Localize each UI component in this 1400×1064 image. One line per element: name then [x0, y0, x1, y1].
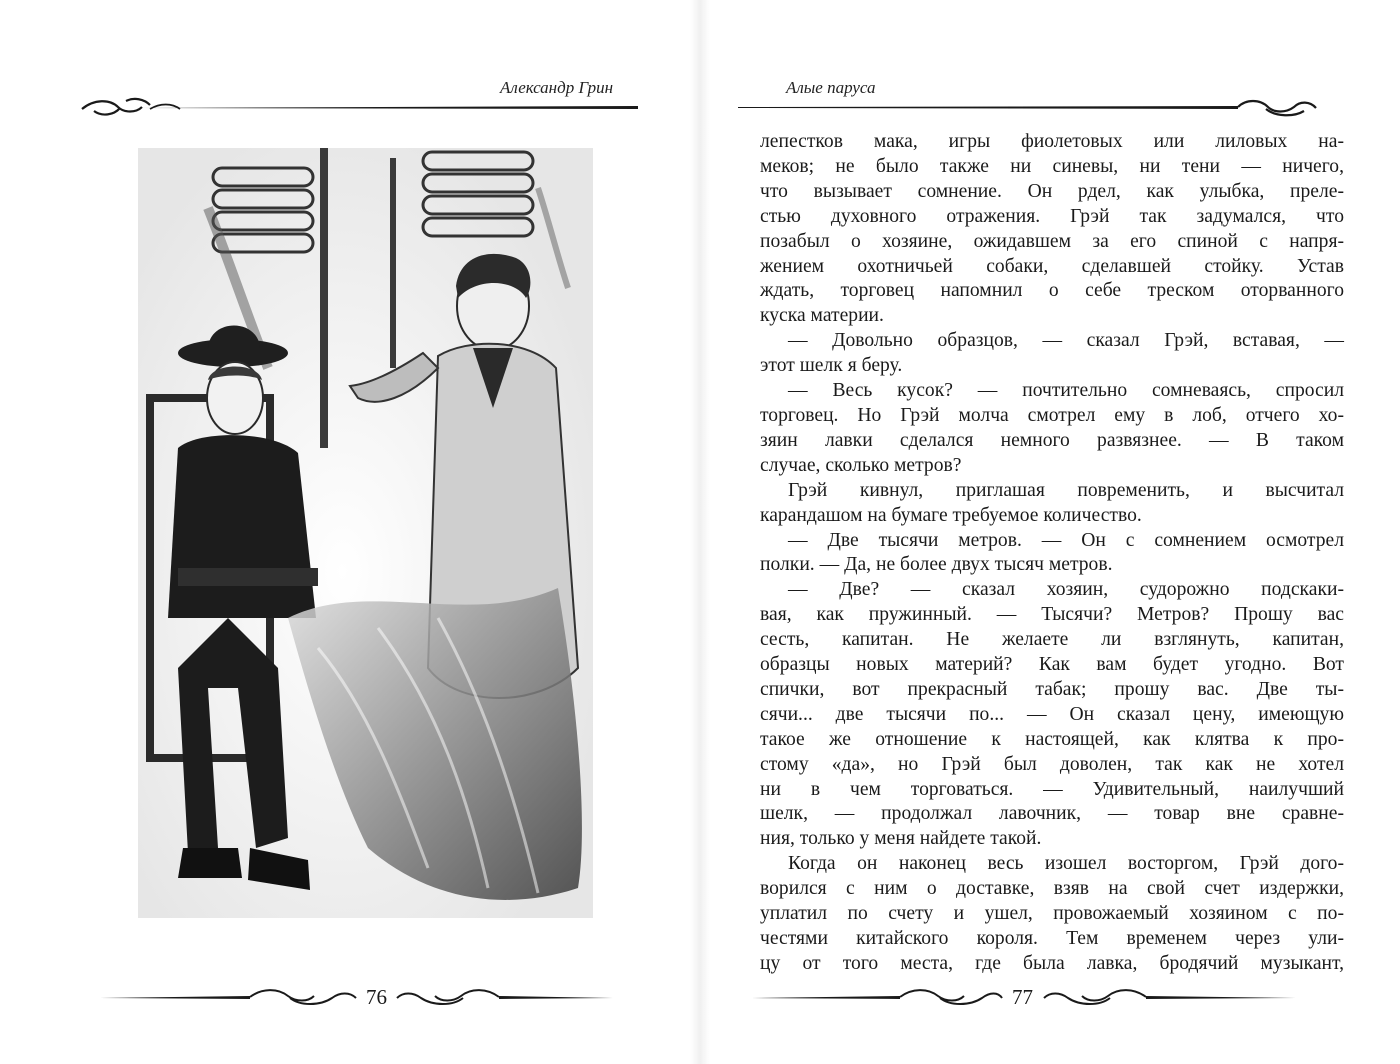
- header-ornament-rule: [738, 95, 1318, 121]
- text-line: лепестков мака, игры фиолетовых или лиловых на-: [760, 131, 1344, 152]
- footer-ornament-left: [100, 984, 358, 1010]
- text-line: — Две? — сказал хозяин, судорожно подскаки-: [788, 579, 1344, 601]
- text-line: спички, вот прекрасный табак; прошу вас. Две ты-: [760, 678, 1344, 700]
- running-head-author: Александр Грин: [500, 78, 614, 97]
- text-line: уплатил по счету и ушел, провожаемый хозяином с по-: [760, 903, 1344, 925]
- text-line: — Довольно образцов, — сказал Грэй, вставая, —: [788, 330, 1344, 352]
- footer-ornament-right: [1042, 984, 1298, 1010]
- page-number-right: 77: [1012, 985, 1033, 1009]
- text-line: сесть, капитан. Не желаете ли взглянуть, капитан,: [760, 629, 1344, 651]
- text-line: вая, как пружинный. — Тысячи? Метров? Прошу вас: [760, 604, 1344, 626]
- text-line: честями китайского короля. Тем временем через ули-: [760, 928, 1344, 949]
- text-line: этот шелк я беру.: [760, 355, 903, 377]
- text-line: Когда он наконец весь изошел восторгом, Грэй дого-: [788, 853, 1344, 875]
- text-line: шелк, — продолжал лавочник, — товар вне сравне-: [760, 803, 1344, 825]
- text-line: ждать, торговец напомнил о себе треском оторванного: [760, 280, 1344, 302]
- text-line: ния, только у меня найдете такой.: [760, 828, 1042, 850]
- text-line: стью духовного отражения. Грэй так задумался, что: [760, 205, 1344, 227]
- text-line: зяин лавки сделался немного развязнее. — В таком: [760, 429, 1344, 451]
- text-line: полки. — Да, не более двух тысяч метров.: [760, 554, 1113, 576]
- body-text: [760, 130, 1344, 977]
- text-line: — Весь кусок? — почтительно сомневаясь, спросил: [788, 380, 1344, 402]
- header-ornament-rule: [80, 95, 640, 121]
- text-line: случае, сколько метров?: [760, 454, 962, 476]
- text-line: образцы новых материй? Как вам будет угодно. Вот: [760, 654, 1344, 676]
- text-line: куска материи.: [760, 305, 884, 327]
- text-line: цу от того места, где была лавка, бродячий музыкант,: [760, 952, 1344, 974]
- text-line: что вызывает сомнение. Он рдел, как улыбка, преле-: [760, 180, 1344, 202]
- running-head-title: Алые паруса: [786, 78, 876, 97]
- text-line: жением охотничьей собаки, сделавшей стойку. Устав: [760, 255, 1344, 277]
- text-line: позабыл о хозяине, ожидавшем за его спиной с напря-: [760, 230, 1344, 252]
- text-line: ни в чем торговаться. — Удивительный, наилучший: [760, 778, 1344, 800]
- footer-ornament-right: [395, 984, 615, 1010]
- text-line: меков; не было также ни синевы, ни тени — ничего,: [760, 155, 1344, 177]
- text-line: стому «да», но Грэй был доволен, так как не хотел: [760, 753, 1344, 775]
- right-page: [700, 0, 1400, 1064]
- text-line: ворился с ним о доставке, взяв на свой счет издержки,: [760, 878, 1344, 900]
- text-line: такое же отношение к настоящей, как клятва к про-: [760, 728, 1344, 750]
- text-line: — Две тысячи метров. — Он с сомнением осмотрел: [788, 529, 1344, 551]
- text-line: торговец. Но Грэй молча смотрел ему в лоб, отчего хо-: [760, 404, 1344, 426]
- text-line: карандашом на бумаге требуемое количество.: [760, 504, 1142, 526]
- footer-ornament-left: [752, 984, 1004, 1010]
- text-line: Грэй кивнул, приглашая повременить, и высчитал: [788, 479, 1344, 501]
- book-illustration: [138, 148, 593, 918]
- page-number-left: 76: [366, 985, 387, 1009]
- text-line: сячи... две тысячи по... — Он сказал цену, имеющую: [760, 703, 1344, 725]
